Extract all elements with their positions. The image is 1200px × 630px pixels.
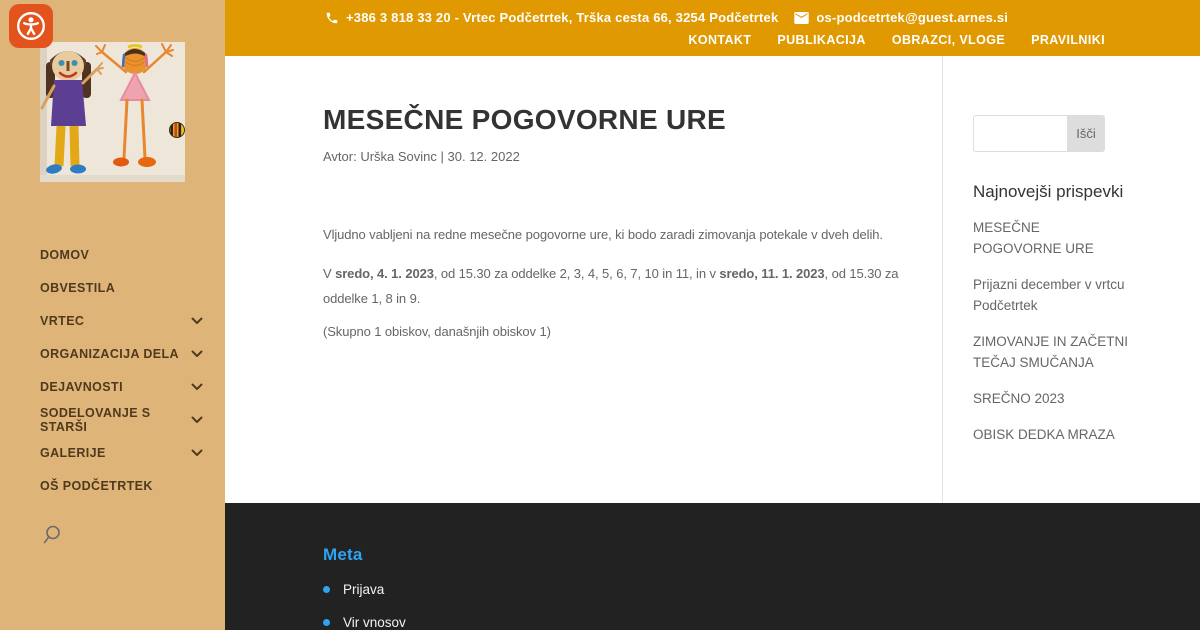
sidebar-item-label: OBVESTILA (40, 280, 116, 295)
sidebar-item-label: VRTEC (40, 313, 85, 328)
top-header-bar (225, 0, 1200, 56)
footer-link-label: Prijava (343, 582, 385, 597)
search-submit-button[interactable]: Išči (1067, 115, 1105, 152)
chevron-down-icon (191, 317, 203, 325)
recent-post-link[interactable]: Prijazni december v vrtcu Podčetrtek (973, 277, 1125, 313)
post-paragraph: Vljudno vabljeni na redne mesečne pogovorne ure, ki bodo zaradi zimovanja potekale v dveh delih. (323, 227, 883, 242)
footer-meta-heading: Meta (323, 545, 363, 564)
email-text: os-podcetrtek@guest.arnes.si (816, 10, 1009, 25)
sidebar-search-toggle[interactable] (40, 524, 62, 546)
recent-post-link[interactable]: ZIMOVANJE IN ZAČETNI TEČAJ SMUČANJA (973, 334, 1129, 370)
accessibility-icon (15, 10, 47, 42)
search-form (973, 115, 1105, 152)
phone-icon (325, 11, 339, 25)
sidebar-item-dejavnosti[interactable] (0, 370, 225, 403)
sidebar-item-label: GALERIJE (40, 445, 106, 460)
sidebar-item-obvestila[interactable] (0, 271, 225, 304)
sidebar-item-sodelovanje-s-starsi[interactable] (0, 403, 225, 436)
sidebar-item-domov[interactable] (0, 238, 225, 271)
sidebar-item-label: DEJAVNOSTI (40, 379, 123, 394)
sidebar-item-label: OŠ PODČETRTEK (40, 478, 153, 493)
bullet-icon (323, 586, 330, 593)
menu-item-pravilniki[interactable]: PRAVILNIKI (1031, 33, 1105, 47)
footer-link-prijava[interactable] (323, 582, 1200, 597)
chevron-down-icon (191, 350, 203, 358)
post-paragraph: V sredo, 4. 1. 2023, od 15.30 za oddelke 2, 3, 4, 5, 6, 7, 10 in 11, in v sredo, 11. 1. 2023, od 15.30 za oddelke 1, 8 in 9. (323, 266, 899, 306)
sidebar-item-organizacija-dela[interactable] (0, 337, 225, 370)
sidebar-item-label: ORGANIZACIJA DELA (40, 346, 179, 361)
bullet-icon (323, 619, 330, 626)
contact-info-row (325, 10, 1008, 25)
accessibility-widget-button[interactable] (9, 4, 53, 48)
recent-posts-heading: Najnovejši prispevki (973, 182, 1124, 201)
post-meta: Avtor: Urška Sovinc | 30. 12. 2022 (323, 149, 520, 164)
right-sidebar (973, 56, 1143, 460)
sidebar-item-galerije[interactable] (0, 436, 225, 469)
recent-post-link[interactable]: MESEČNE POGOVORNE URE (973, 220, 1094, 256)
email-link[interactable] (794, 10, 1008, 25)
footer-link-label: Vir vnosov (343, 615, 406, 630)
main-content-area (225, 56, 1200, 503)
left-sidebar (0, 0, 225, 630)
sidebar-item-vrtec[interactable] (0, 304, 225, 337)
post-body (323, 222, 943, 344)
menu-item-kontakt[interactable]: KONTAKT (688, 33, 752, 47)
menu-item-publikacija[interactable]: PUBLIKACIJA (777, 33, 866, 47)
page-title: MESEČNE POGOVORNE URE (323, 104, 727, 135)
recent-posts-list (973, 217, 1143, 445)
site-logo[interactable] (40, 42, 185, 182)
footer-link-vir-vnosov[interactable] (323, 615, 1200, 630)
recent-post-link[interactable]: SREČNO 2023 (973, 391, 1065, 406)
visit-counter-text: (Skupno 1 obiskov, današnjih obiskov 1) (323, 324, 551, 339)
sidebar-nav (0, 238, 225, 502)
post-article (323, 56, 943, 344)
footer (225, 503, 1200, 630)
search-input[interactable] (973, 115, 1067, 152)
search-icon (40, 524, 62, 546)
bold-date: sredo, 11. 1. 2023 (719, 266, 825, 281)
secondary-menu (688, 33, 1105, 47)
email-icon (794, 12, 809, 24)
sidebar-item-label: DOMOV (40, 247, 90, 262)
bold-date: sredo, 4. 1. 2023 (335, 266, 434, 281)
footer-links-list (323, 582, 1200, 630)
kids-drawing-logo-image (40, 42, 185, 182)
chevron-down-icon (191, 416, 203, 424)
chevron-down-icon (191, 449, 203, 457)
menu-item-obrazci-vloge[interactable]: OBRAZCI, VLOGE (891, 33, 1006, 47)
sidebar-item-label: SODELOVANJE S STARŠI (40, 405, 151, 434)
chevron-down-icon (191, 383, 203, 391)
content-sidebar-divider (942, 56, 943, 503)
recent-post-link[interactable]: OBISK DEDKA MRAZA (973, 427, 1115, 442)
phone-address-text: +386 3 818 33 20 - Vrtec Podčetrtek, Trška cesta 66, 3254 Podčetrtek (346, 10, 779, 25)
sidebar-item-os-podcetrtek[interactable] (0, 469, 225, 502)
